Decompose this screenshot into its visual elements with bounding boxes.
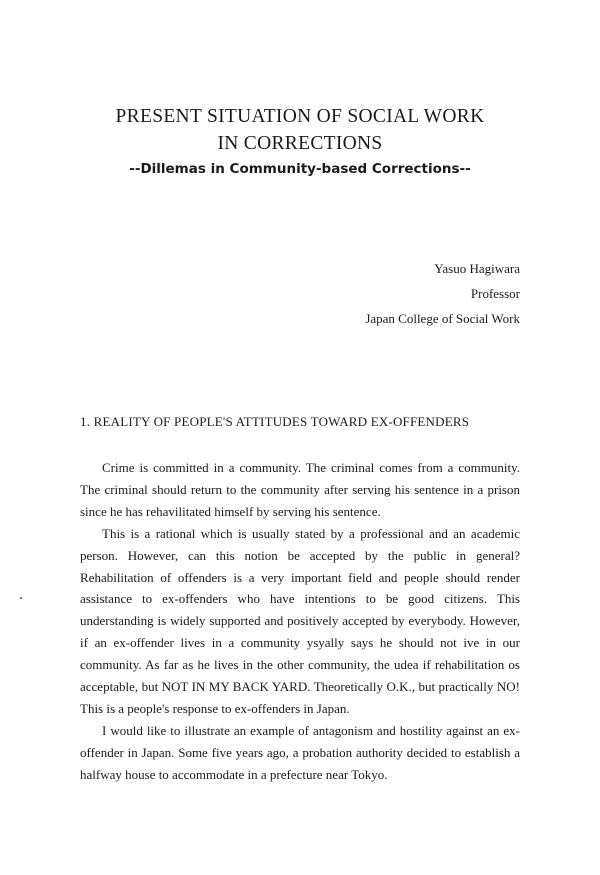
author-position: Professor <box>470 286 520 301</box>
paragraph-2: This is a rational which is usually stated by a professional and an academic person. However, can this notion be accepted by the public in general? Rehabilitation of offenders is a very important field and people should render assistance to ex-offenders who have intentions to be good citizens. This understanding is widely supported and positively accepted by everybody. However, if an ex-offender lives in a community ysyally says he should not ive in our community. As far as he lives in the other community, the udea if rehabilitation os acceptable, but NOT IN MY BACK YARD. Theoretically O.K., but practically NO! This is a people's response to ex-offenders in Japan. <box>80 525 520 716</box>
author-affiliation: Japan College of Social Work <box>365 311 520 326</box>
author-name: Yasuo Hagiwara <box>434 261 520 276</box>
body-text <box>80 457 520 786</box>
paragraph-3: I would like to illustrate an example of antagonism and hostility against an ex-offender in Japan. Some five years ago, a probation authority decided to establish a halfway house to accommodate in a prefecture near Tokyo. <box>80 722 520 782</box>
paragraph-1: Crime is committed in a community. The criminal comes from a community. The criminal should return to the community after serving his sentence in a prison since he has rehavilitated himself by serving his sentence. <box>80 460 520 519</box>
section-heading: 1. REALITY OF PEOPLE'S ATTITUDES TOWARD EX-OFFENDERS <box>80 414 470 429</box>
title-line-1: PRESENT SITUATION OF SOCIAL WORK <box>115 106 485 127</box>
scan-speck <box>20 597 22 599</box>
title-line-2: IN CORRECTIONS <box>217 133 383 154</box>
subtitle: --Dillemas in Community-based Corrections-- <box>129 161 471 177</box>
